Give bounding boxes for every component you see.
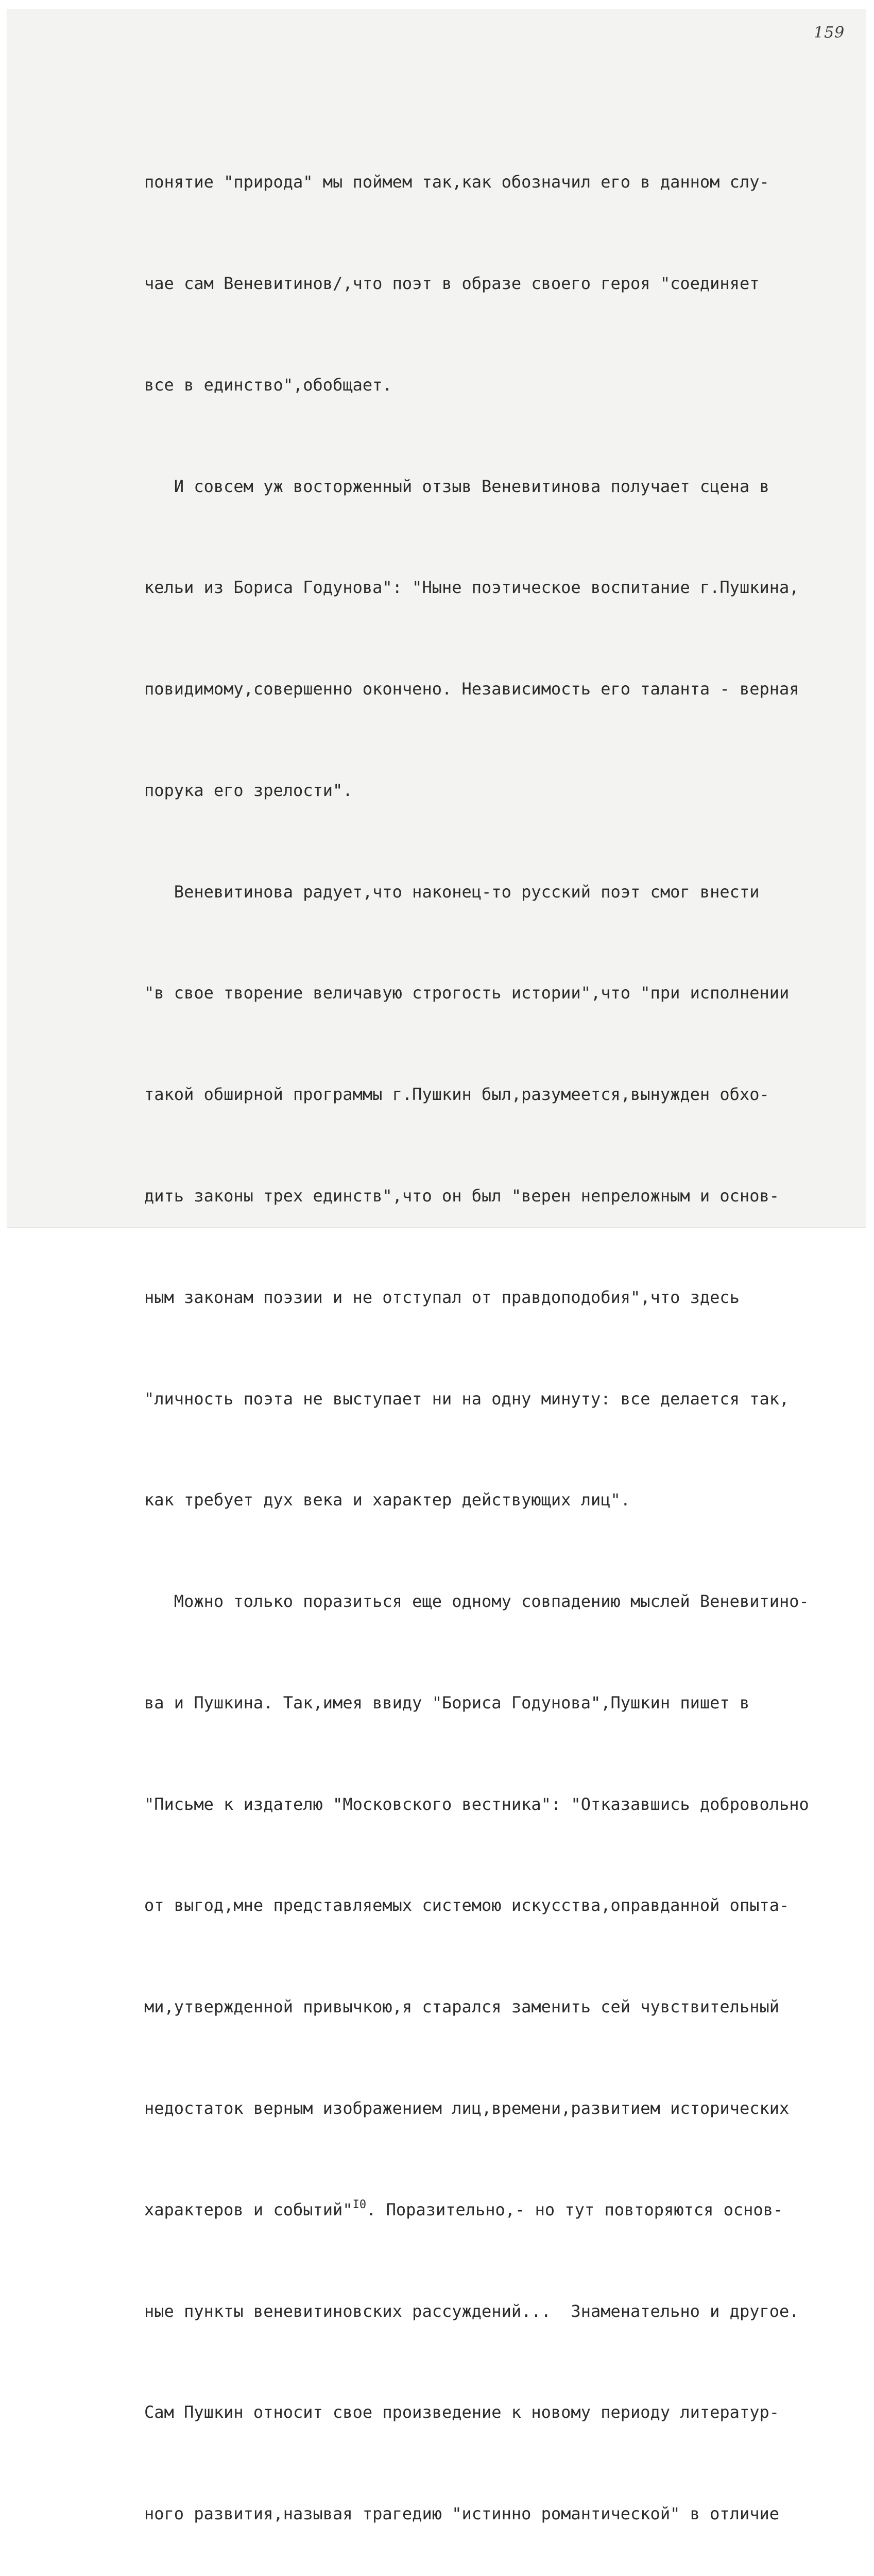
text-line: порука его зрелости". [144,780,353,800]
text-segment: . Поразительно,- но тут повторяются основ- [366,2199,783,2219]
text-line: "в свое творение величавую строгость истории",что "при исполнении [144,983,790,1003]
text-line: Веневитинова радует,что наконец-то русский поэт смог внести [144,882,760,902]
paper-sheet [7,9,866,2524]
text-line: ного развития,называя трагедию "истинно романтической" в отличие [144,2504,779,2524]
text-line: Сам Пушкин относит свое произведение к новому периоду литератур- [144,2402,779,2422]
text-line: как требует дух века и характер действующих лиц". [144,1490,631,1510]
text-line: "Письме к издателю "Московского вестника": "Отказавшись добровольно [144,1794,809,1814]
typewritten-text [144,98,865,2576]
text-line: И совсем уж восторженный отзыв Веневитинова получает сцена в [144,476,769,496]
text-segment: характеров и событий" [144,2199,353,2219]
text-line: недостаток верным изображением лиц,времени,развитием исторических [144,2098,790,2119]
text-line: дить законы трех единств",что он был "верен непреложным и основ- [144,1186,779,1206]
text-line: "личность поэта не выступает ни на одну минуту: все делается так, [144,1388,790,1409]
text-line: ва и Пушкина. Так,имея ввиду "Бориса Годунова",Пушкин пишет в [144,1692,750,1713]
text-line: чае сам Веневитинов/,что поэт в образе своего героя "соединяет [144,273,760,293]
text-line: все в единство",обобщает. [144,375,392,395]
text-line-with-footnote [144,2193,865,2227]
text-line: кельи из Бориса Годунова": "Ныне поэтическое воспитание г.Пушкина, [144,578,799,598]
text-line: ным законам поэзии и не отступал от правдоподобия",что здесь [144,1287,740,1307]
text-line: от выгод,мне представляемых системою искусства,оправданной опыта- [144,1895,790,1916]
text-line: ми,утвержденной привычкою,я старался заменить сей чувствительный [144,1997,779,2017]
text-line: повидимому,совершенно окончено. Независимость его таланта - верная [144,679,799,699]
text-line: понятие "природа" мы поймем так,как обозначил его в данном слу- [144,172,769,192]
text-line: Можно только поразиться еще одному совпадению мыслей Веневитино- [144,1591,809,1612]
text-line: ные пункты веневитиновских рассуждений... Знаменательно и другое. [144,2301,799,2321]
text-line: такой обширной программы г.Пушкин был,разумеется,вынужден обхо- [144,1084,769,1105]
page-number: 159 [814,24,845,42]
footnote-marker: I0 [352,2198,367,2211]
